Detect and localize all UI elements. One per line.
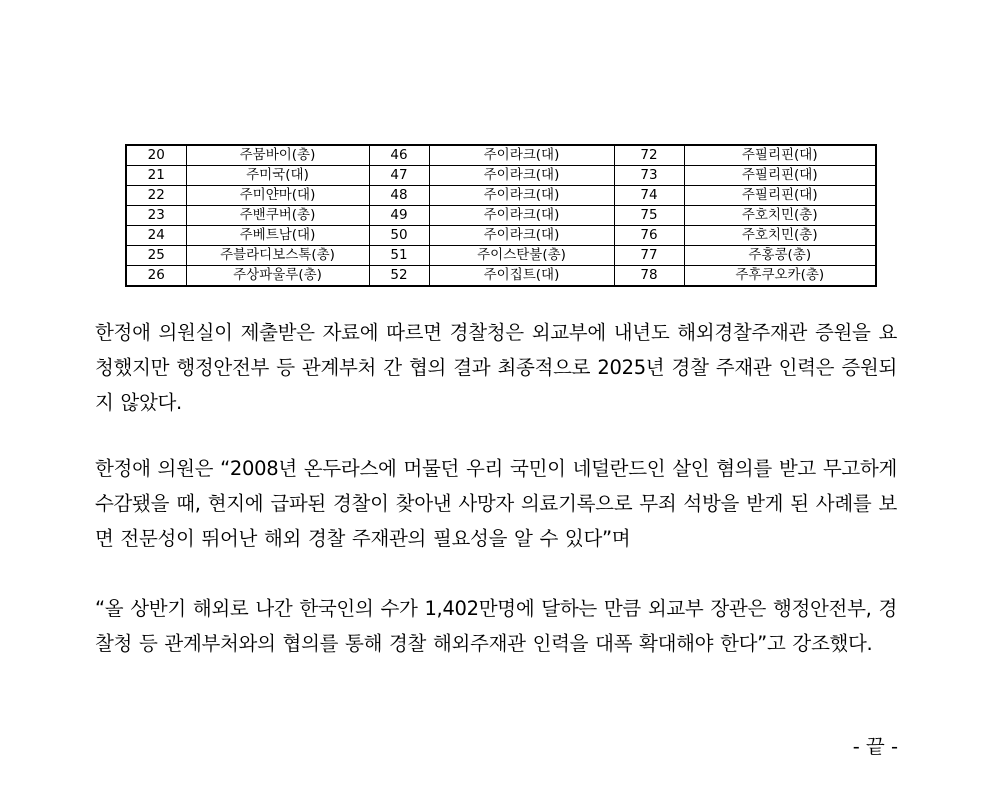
table-cell-post: 주필리핀(대) bbox=[684, 166, 876, 186]
table-cell-number: 23 bbox=[126, 206, 186, 226]
table-cell-post: 주상파울루(총) bbox=[186, 266, 369, 287]
table-cell-post: 주이라크(대) bbox=[429, 145, 614, 166]
table-cell-number: 20 bbox=[126, 145, 186, 166]
document-end-mark: - 끝 - bbox=[852, 735, 898, 758]
table-cell-post: 주후쿠오카(총) bbox=[684, 266, 876, 287]
table-cell-post: 주이라크(대) bbox=[429, 166, 614, 186]
table-cell-post: 주밴쿠버(총) bbox=[186, 206, 369, 226]
table-row bbox=[126, 166, 876, 186]
table-cell-number: 21 bbox=[126, 166, 186, 186]
table-cell-number: 78 bbox=[614, 266, 684, 287]
table-cell-number: 47 bbox=[369, 166, 429, 186]
table-row bbox=[126, 246, 876, 266]
posts-table-body bbox=[126, 145, 876, 286]
table-cell-post: 주필리핀(대) bbox=[684, 186, 876, 206]
table-cell-post: 주홍콩(총) bbox=[684, 246, 876, 266]
table-cell-number: 75 bbox=[614, 206, 684, 226]
table-cell-post: 주이집트(대) bbox=[429, 266, 614, 287]
table-row bbox=[126, 145, 876, 166]
table-cell-number: 24 bbox=[126, 226, 186, 246]
table-cell-post: 주미얀마(대) bbox=[186, 186, 369, 206]
table-row bbox=[126, 266, 876, 287]
table-cell-number: 22 bbox=[126, 186, 186, 206]
table-row bbox=[126, 226, 876, 246]
table-cell-number: 52 bbox=[369, 266, 429, 287]
table-row bbox=[126, 206, 876, 226]
table-cell-number: 51 bbox=[369, 246, 429, 266]
table-cell-post: 주뭄바이(총) bbox=[186, 145, 369, 166]
paragraph-1: 한정애 의원실이 제출받은 자료에 따르면 경찰청은 외교부에 내년도 해외경찰주재관 증원을 요청했지만 행정안전부 등 관계부처 간 협의 결과 최종적으로 2025년 경찰 주재관 인력은 증원되지 않았다. bbox=[95, 321, 897, 414]
table-cell-post: 주이스탄불(총) bbox=[429, 246, 614, 266]
table-cell-post: 주이라크(대) bbox=[429, 206, 614, 226]
table-cell-number: 74 bbox=[614, 186, 684, 206]
table-cell-number: 72 bbox=[614, 145, 684, 166]
paragraph-3: “올 상반기 해외로 나간 한국인의 수가 1,402만명에 달하는 만큼 외교부 장관은 행정안전부, 경찰청 등 관계부처와의 협의를 통해 경찰 해외주재관 인력을 대폭 확대해야 한다”고 강조했다. bbox=[95, 597, 897, 655]
table-cell-post: 주호치민(총) bbox=[684, 206, 876, 226]
table-cell-post: 주베트남(대) bbox=[186, 226, 369, 246]
posts-table bbox=[125, 144, 877, 287]
table-cell-post: 주이라크(대) bbox=[429, 186, 614, 206]
table-cell-number: 48 bbox=[369, 186, 429, 206]
table-cell-post: 주호치민(총) bbox=[684, 226, 876, 246]
table-cell-post: 주미국(대) bbox=[186, 166, 369, 186]
table-cell-number: 46 bbox=[369, 145, 429, 166]
table-cell-number: 25 bbox=[126, 246, 186, 266]
table-cell-number: 26 bbox=[126, 266, 186, 287]
table-cell-number: 73 bbox=[614, 166, 684, 186]
table-cell-number: 49 bbox=[369, 206, 429, 226]
table-cell-number: 50 bbox=[369, 226, 429, 246]
paragraph-2: 한정애 의원은 “2008년 온두라스에 머물던 우리 국민이 네덜란드인 살인 혐의를 받고 무고하게 수감됐을 때, 현지에 급파된 경찰이 찾아낸 사망자 의료기록으로 무죄 석방을 받게 된 사례를 보면 전문성이 뛰어난 해외 경찰 주재관의 필요성을 알 수 있다”며 bbox=[95, 457, 897, 550]
table-cell-post: 주이라크(대) bbox=[429, 226, 614, 246]
table-cell-post: 주필리핀(대) bbox=[684, 145, 876, 166]
table-cell-number: 76 bbox=[614, 226, 684, 246]
table-cell-post: 주블라디보스톡(총) bbox=[186, 246, 369, 266]
posts-table-container bbox=[125, 144, 875, 287]
table-row bbox=[126, 186, 876, 206]
table-cell-number: 77 bbox=[614, 246, 684, 266]
